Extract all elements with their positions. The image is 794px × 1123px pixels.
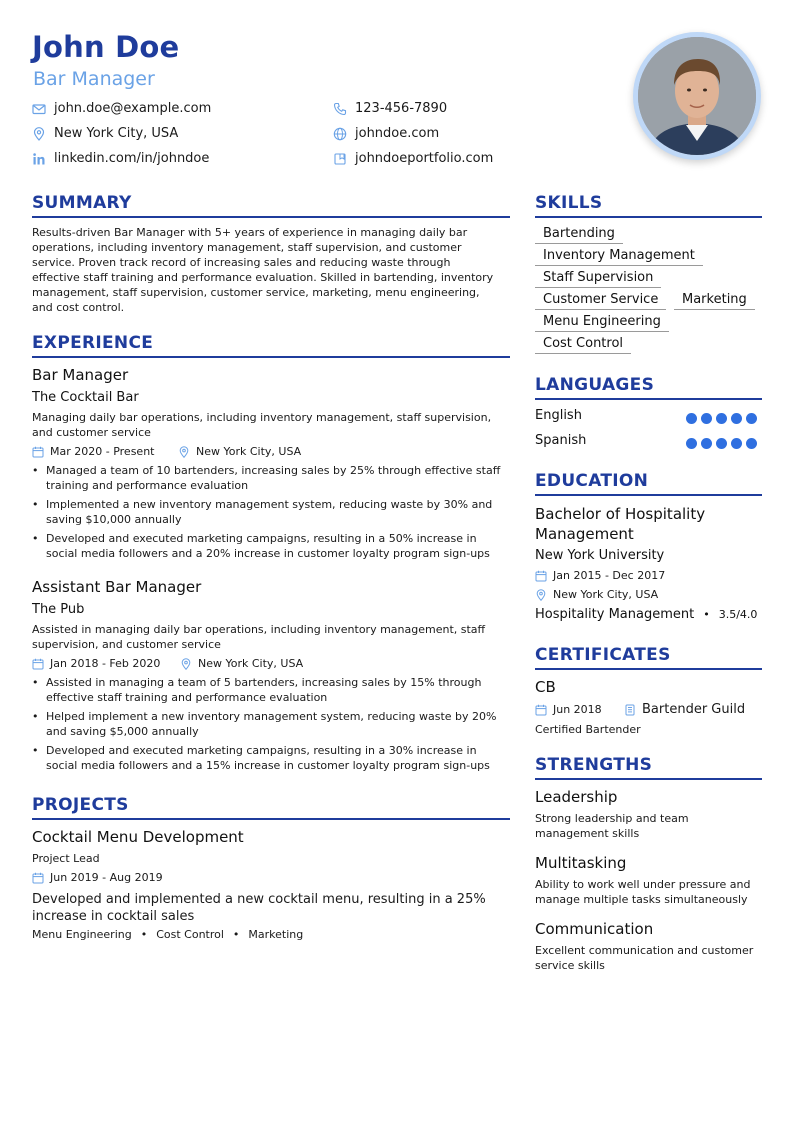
language-level-dot xyxy=(731,438,742,449)
job-location xyxy=(178,445,301,458)
field-of-study: Hospitality Management xyxy=(535,607,695,622)
education-divider xyxy=(535,494,762,496)
institution-icon xyxy=(624,704,636,716)
project-tags xyxy=(32,928,303,941)
contact-portfolio[interactable] xyxy=(333,151,493,166)
email-text: john.doe@example.com xyxy=(54,101,212,116)
linkedin-icon xyxy=(32,152,46,166)
skill-tag: Marketing xyxy=(674,292,755,310)
certificates-heading: CERTIFICATES xyxy=(535,645,671,665)
certificate-name: CB xyxy=(535,678,556,696)
job-dates xyxy=(32,445,154,458)
location-pin-icon xyxy=(178,446,190,458)
job-dates-text: Jan 2018 - Feb 2020 xyxy=(50,657,161,670)
contact-linkedin[interactable] xyxy=(32,151,209,166)
job-bullet: • Developed and executed marketing campaigns, resulting in a 30% increase in social media followers and a 15% increase in customer loyalty program sign-ups xyxy=(32,743,514,773)
education-location-text: New York City, USA xyxy=(553,588,659,601)
portfolio-icon xyxy=(333,152,347,166)
certificates-divider xyxy=(535,668,762,670)
summary-line: and cost control. xyxy=(32,301,125,314)
skill-tag: Bartending xyxy=(535,226,623,244)
job-dates-text: Mar 2020 - Present xyxy=(50,445,155,458)
strengths-divider xyxy=(535,778,762,780)
summary-line: Results-driven Bar Manager with 5+ years of experience in managing daily bar xyxy=(32,226,468,239)
phone-icon xyxy=(333,102,347,116)
field-separator: • xyxy=(703,608,710,621)
job-company: The Pub xyxy=(32,602,85,617)
skills-divider xyxy=(535,216,762,218)
language-level-dot xyxy=(716,438,727,449)
location-text: New York City, USA xyxy=(54,126,179,141)
candidate-title: Bar Manager xyxy=(33,68,155,90)
projects-heading: PROJECTS xyxy=(32,795,129,815)
profile-photo xyxy=(638,37,756,155)
calendar-icon xyxy=(535,570,547,582)
job-location xyxy=(180,657,303,670)
summary-heading: SUMMARY xyxy=(32,193,132,213)
job-description: supervision, and customer service xyxy=(32,638,221,651)
certificate-description: Certified Bartender xyxy=(535,723,641,736)
calendar-icon xyxy=(32,446,44,458)
linkedin-text: linkedin.com/in/johndoe xyxy=(54,151,210,166)
calendar-icon xyxy=(32,658,44,670)
website-text: johndoe.com xyxy=(355,126,440,141)
job-description: and customer service xyxy=(32,426,151,439)
education-dates-text: Jan 2015 - Dec 2017 xyxy=(553,569,666,582)
degree: Bachelor of Hospitality Management xyxy=(535,505,706,543)
project-tag: Cost Control xyxy=(156,928,224,941)
language-level-dot xyxy=(716,413,727,424)
project-role: Project Lead xyxy=(32,852,100,865)
project-dates xyxy=(32,871,163,884)
language-name: English xyxy=(535,408,582,423)
school: New York University xyxy=(535,548,665,563)
location-pin-icon xyxy=(180,658,192,670)
gpa: 3.5/4.0 xyxy=(718,608,758,621)
skill-tag: Customer Service xyxy=(535,292,666,310)
contact-phone[interactable] xyxy=(333,101,447,116)
contact-location xyxy=(32,126,178,141)
education-location xyxy=(535,588,658,601)
summary-divider xyxy=(32,216,510,218)
job-location-text: New York City, USA xyxy=(198,657,304,670)
strength-title: Communication xyxy=(535,920,654,938)
language-level-dot xyxy=(701,438,712,449)
language-level-dot xyxy=(701,413,712,424)
portfolio-text: johndoeportfolio.com xyxy=(355,151,494,166)
profile-photo-frame xyxy=(633,32,761,160)
experience-divider xyxy=(32,356,510,358)
calendar-icon xyxy=(32,872,44,884)
job-description: Assisted in managing daily bar operations, including inventory management, staff xyxy=(32,623,486,636)
tag-separator: • xyxy=(232,928,240,941)
contact-email[interactable] xyxy=(32,101,211,116)
language-name: Spanish xyxy=(535,433,587,448)
strength-description: Ability to work well under pressure and manage multiple tasks simultaneously xyxy=(535,878,751,906)
experience-heading: EXPERIENCE xyxy=(32,333,154,353)
tag-separator: • xyxy=(140,928,148,941)
project-tag: Marketing xyxy=(248,928,304,941)
summary-line: management, staff supervision, customer service, marketing, menu engineering, xyxy=(32,286,480,299)
summary-line: effective staff training and performance evaluation. Skilled in bartending, inventory xyxy=(32,271,494,284)
job-bullet: • Assisted in managing a team of 5 bartenders, increasing sales by 15% through effective staff training and performance evaluation xyxy=(32,675,514,705)
language-level-dot xyxy=(746,438,757,449)
location-pin-icon xyxy=(32,127,46,141)
project-tag: Menu Engineering xyxy=(32,928,132,941)
skill-tag: Staff Supervision xyxy=(535,270,661,288)
education-heading: EDUCATION xyxy=(535,471,649,491)
language-level-dot xyxy=(686,413,697,424)
job-description: Managing daily bar operations, including inventory management, staff supervision, xyxy=(32,411,492,424)
project-description: Developed and implemented a new cocktail menu, resulting in a 25% increase in cocktail sales xyxy=(32,892,486,924)
certificate-issuer-text: Bartender Guild xyxy=(642,702,746,717)
phone-text: 123-456-7890 xyxy=(355,101,448,116)
summary-line: operations, including inventory management, staff supervision, and customer xyxy=(32,241,462,254)
strength-description: Excellent communication and customer service skills xyxy=(535,944,754,972)
education-field-row xyxy=(535,607,757,622)
education-dates xyxy=(535,569,665,582)
projects-divider xyxy=(32,818,510,820)
globe-icon xyxy=(333,127,347,141)
job-dates xyxy=(32,657,160,670)
languages-divider xyxy=(535,398,762,400)
certificate-date xyxy=(535,703,602,716)
skill-tag: Menu Engineering xyxy=(535,314,669,332)
project-dates-text: Jun 2019 - Aug 2019 xyxy=(50,871,163,884)
location-pin-icon xyxy=(535,589,547,601)
job-bullet: • Managed a team of 10 bartenders, increasing sales by 25% through effective staff training and performance evaluation xyxy=(32,463,514,493)
language-level-dot xyxy=(746,413,757,424)
job-company: The Cocktail Bar xyxy=(32,390,139,405)
project-name: Cocktail Menu Development xyxy=(32,828,244,846)
contact-website[interactable] xyxy=(333,126,439,141)
job-role: Bar Manager xyxy=(32,366,129,384)
candidate-name: John Doe xyxy=(32,30,180,64)
envelope-icon xyxy=(32,102,46,116)
strengths-heading: STRENGTHS xyxy=(535,755,653,775)
strength-title: Multitasking xyxy=(535,854,627,872)
job-role: Assistant Bar Manager xyxy=(32,578,202,596)
skill-tag: Cost Control xyxy=(535,336,631,354)
certificate-date-text: Jun 2018 xyxy=(553,703,602,716)
languages-heading: LANGUAGES xyxy=(535,375,655,395)
language-level-dot xyxy=(686,438,697,449)
strength-description: Strong leadership and team management skills xyxy=(535,812,689,840)
skill-tag: Inventory Management xyxy=(535,248,703,266)
calendar-icon xyxy=(535,704,547,716)
strength-title: Leadership xyxy=(535,788,618,806)
job-bullet: • Developed and executed marketing campaigns, resulting in a 50% increase in social media followers and a 20% increase in customer loyalty program sign-ups xyxy=(32,531,514,561)
skills-heading: SKILLS xyxy=(535,193,603,213)
language-level-dot xyxy=(731,413,742,424)
certificate-issuer xyxy=(624,702,745,717)
summary-line: service. Proven track record of increasing sales and reducing waste through xyxy=(32,256,451,269)
job-location-text: New York City, USA xyxy=(196,445,302,458)
job-bullet: • Helped implement a new inventory management system, reducing waste by 20% and saving $5,000 annually xyxy=(32,709,514,739)
job-bullet: • Implemented a new inventory management system, reducing waste by 30% and saving $10,000 annually xyxy=(32,497,514,527)
